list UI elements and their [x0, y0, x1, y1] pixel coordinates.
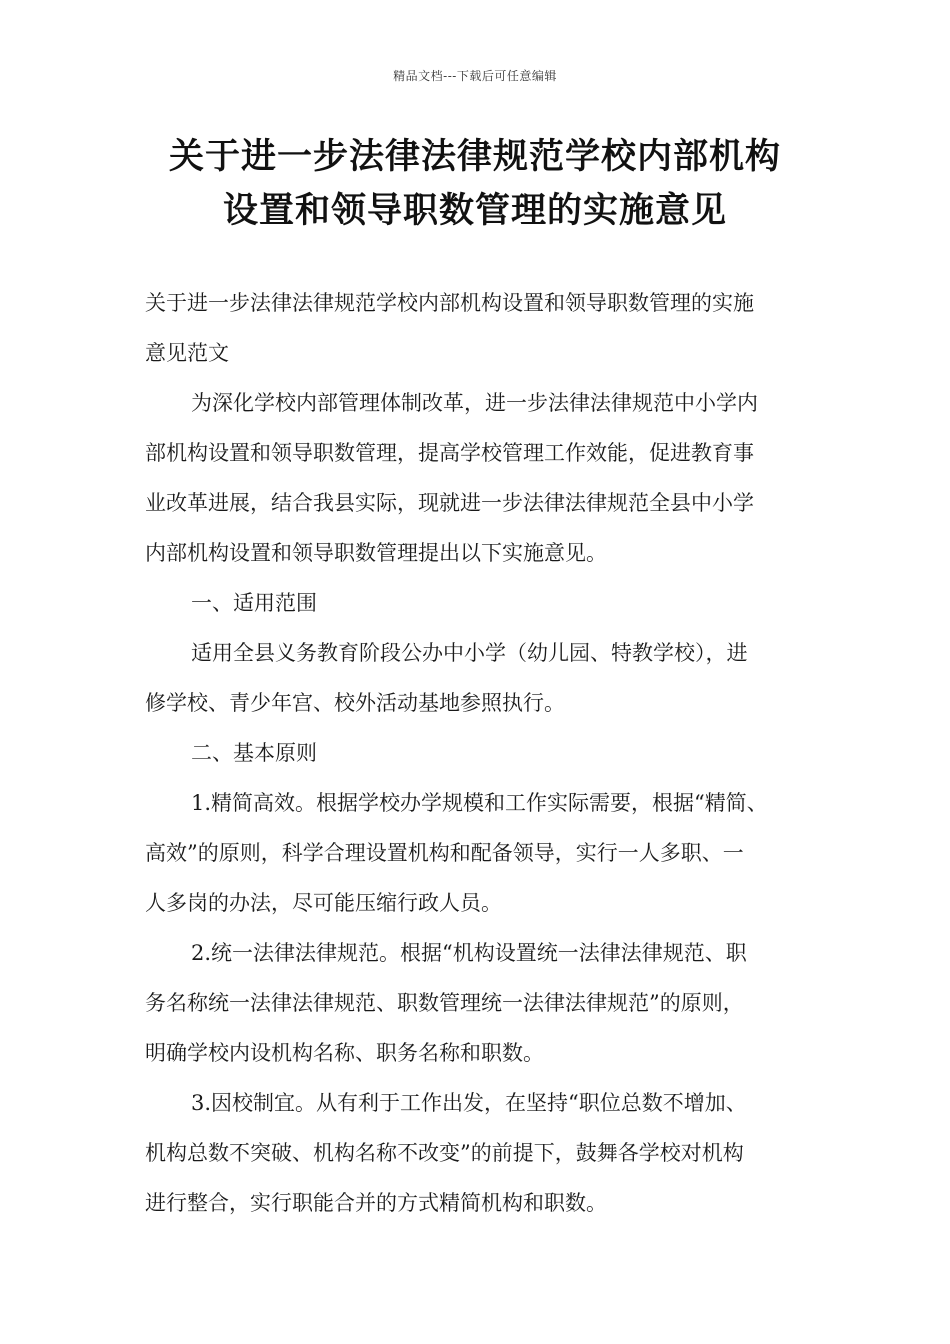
text-line: 2.统一法律法律规范。根据“机构设置统一法律法律规范、职 — [191, 941, 747, 965]
text-line: 3.因校制宜。从有利于工作出发，在坚持“职位总数不增加、 — [191, 1091, 747, 1115]
principle-3-paragraph — [145, 1078, 810, 1228]
text-line: 适用全县义务教育阶段公办中小学（幼儿园、特教学校），进 — [191, 641, 748, 665]
document-body — [145, 278, 810, 1228]
text-line: 关于进一步法律法律规范学校内部机构设置和领导职数管理的实施 — [145, 291, 754, 315]
text-line: 明确学校内设机构名称、职务名称和职数。 — [145, 1041, 544, 1065]
text-line: 机构总数不突破、机构名称不改变”的前提下，鼓舞各学校对机构 — [145, 1141, 744, 1165]
text-line: 为深化学校内部管理体制改革，进一步法律法律规范中小学内 — [191, 391, 758, 415]
intro-paragraph — [145, 378, 810, 578]
text-line: 部机构设置和领导职数管理，提高学校管理工作效能，促进教育事 — [145, 441, 754, 465]
text-line: 二、基本原则 — [191, 741, 317, 765]
text-line: 一、适用范围 — [191, 591, 317, 615]
text-line: 高效”的原则，科学合理设置机构和配备领导，实行一人多职、一 — [145, 841, 744, 865]
text-line: 业改革进展，结合我县实际，现就进一步法律法律规范全县中小学 — [145, 491, 754, 515]
title-line-1: 关于进一步法律法律规范学校内部机构 — [168, 137, 781, 177]
text-line: 进行整合，实行职能合并的方式精简机构和职数。 — [145, 1191, 607, 1215]
scope-paragraph — [145, 628, 810, 728]
text-line: 人多岗的办法，尽可能压缩行政人员。 — [145, 891, 502, 915]
principle-2-paragraph — [145, 928, 810, 1078]
section-heading-scope — [145, 578, 810, 628]
text-line: 1.精简高效。根据学校办学规模和工作实际需要，根据“精简、 — [191, 791, 768, 815]
document-title — [75, 130, 875, 238]
text-line: 意见范文 — [145, 341, 229, 365]
subtitle-paragraph — [145, 278, 810, 378]
text-line: 内部机构设置和领导职数管理提出以下实施意见。 — [145, 541, 607, 565]
header-note: 精品文档---下载后可任意编辑 — [393, 69, 557, 83]
principle-1-paragraph — [145, 778, 810, 928]
section-heading-principles — [145, 728, 810, 778]
text-line: 修学校、青少年宫、校外活动基地参照执行。 — [145, 691, 565, 715]
title-line-2: 设置和领导职数管理的实施意见 — [222, 191, 727, 231]
text-line: 务名称统一法律法律规范、职数管理统一法律法律规范”的原则， — [145, 991, 744, 1015]
